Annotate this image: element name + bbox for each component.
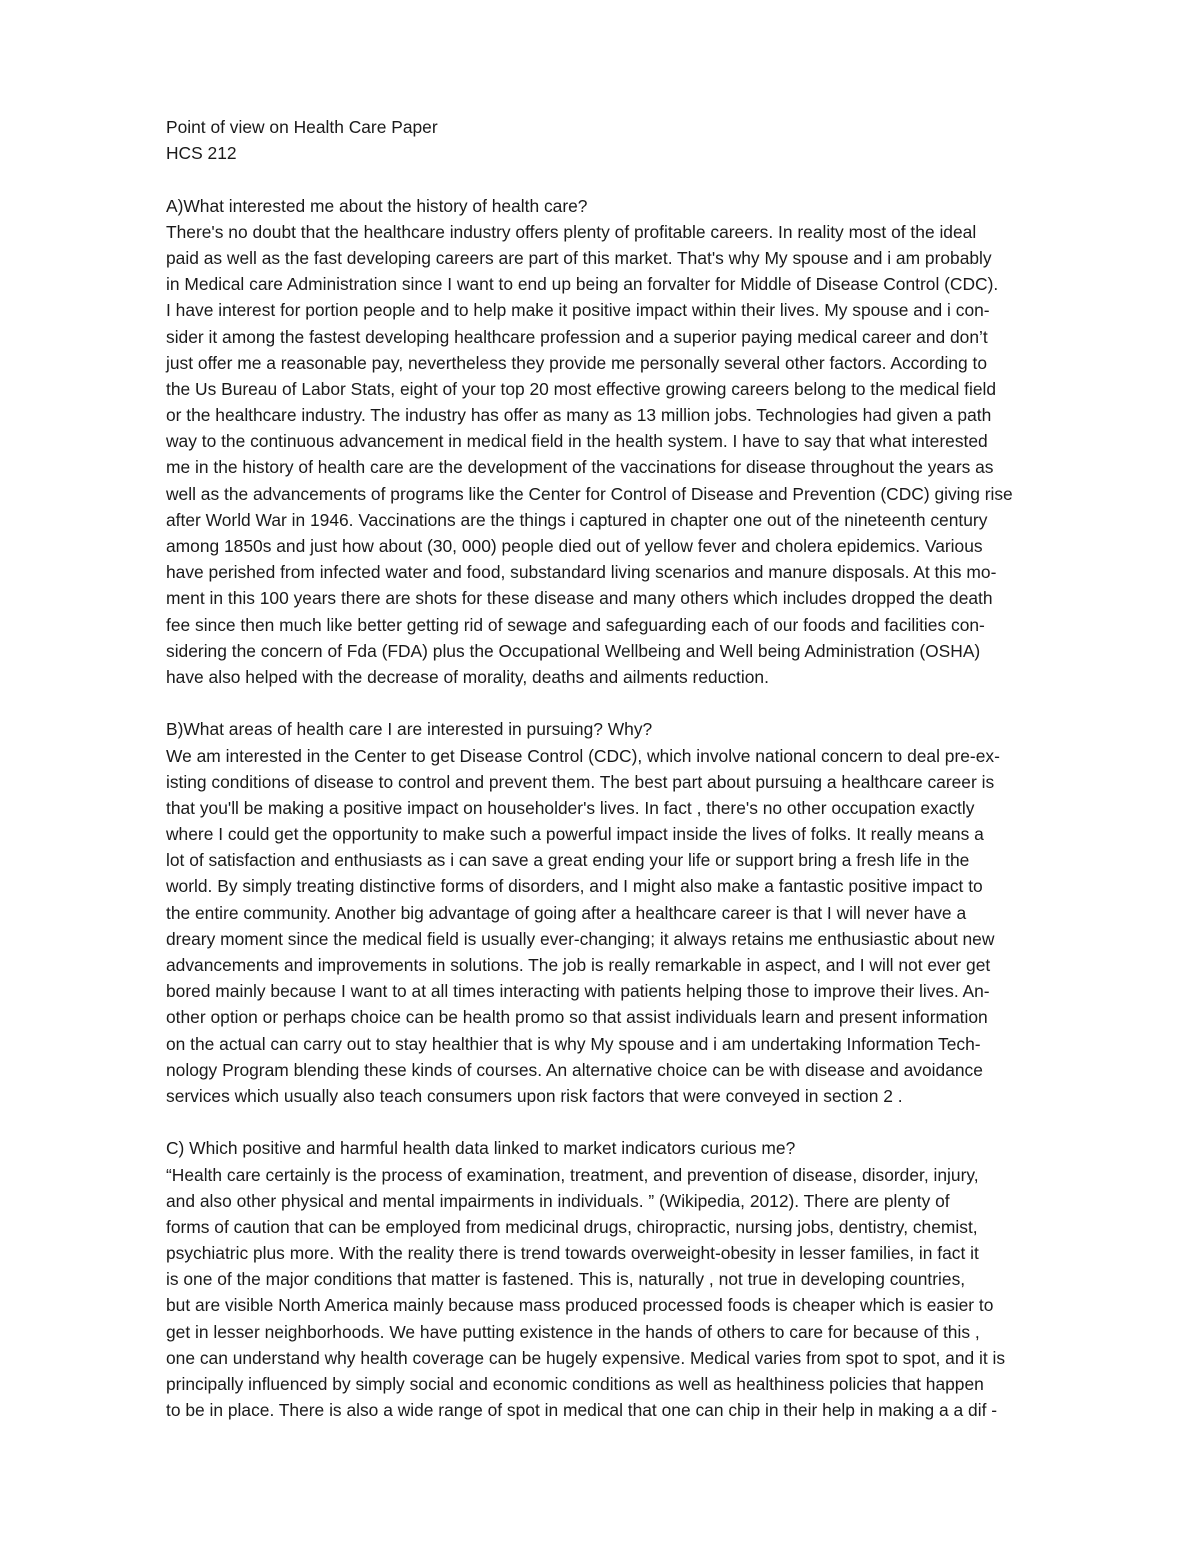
paragraph-line: have perished from infected water and food, substandard living scenarios and manure disposals. At this mo- [166,562,997,583]
spacer [166,690,1126,716]
paragraph-line: get in lesser neighborhoods. We have putting existence in the hands of others to care for because of this , [166,1321,980,1342]
paragraph-line: dreary moment since the medical field is usually ever-changing; it always retains me enthusiastic about new [166,928,995,949]
document-title: Point of view on Health Care Paper [166,117,438,137]
paragraph-line: We am interested in the Center to get Disease Control (CDC), which involve national concern to deal pre-ex- [166,745,1000,766]
paragraph-line: psychiatric plus more. With the reality there is trend towards overweight-obesity in lesser families, in fact it [166,1243,979,1264]
paragraph-line: world. By simply treating distinctive forms of disorders, and I might also make a fantastic positive impact to [166,876,983,897]
section-heading: B)What areas of health care I are interested in pursuing? Why? [166,719,653,740]
paragraph-line: the Us Bureau of Labor Stats, eight of your top 20 most effective growing careers belong to the medical field [166,378,997,399]
paragraph-line: among 1850s and just how about (30, 000) people died out of yellow fever and cholera epidemics. Various [166,536,983,556]
paragraph-line: to be in place. There is also a wide range of spot in medical that one can chip in their help in making a a dif - [166,1400,998,1421]
paragraph-line: paid as well as the fast developing careers are part of this market. That's why My spouse and i am probably [166,247,992,268]
paragraph-line: sidering the concern of Fda (FDA) plus the Occupational Wellbeing and Well being Administration (OSHA) [166,640,981,661]
paragraph-line: way to the continuous advancement in medical field in the health system. I have to say that what interested [166,431,988,452]
paragraph-line: after World War in 1946. Vaccinations are the things i captured in chapter one out of the nineteenth century [166,509,988,530]
paragraph-line: but are visible North America mainly because mass produced processed foods is cheaper which is easier to [166,1295,994,1316]
paragraph-line: sider it among the fastest developing healthcare profession and a superior paying medical career and don’t [166,326,988,347]
paragraph-line: other option or perhaps choice can be health promo so that assist individuals learn and present information [166,1007,988,1028]
section-heading: C) Which positive and harmful health data linked to market indicators curious me? [166,1138,796,1159]
spacer [166,1109,1126,1135]
course-code: HCS 212 [166,143,237,164]
paragraph-line: nology Program blending these kinds of courses. An alternative choice can be with disease and avoidance [166,1059,983,1080]
paragraph-line: There's no doubt that the healthcare industry offers plenty of profitable careers. In reality most of the ideal [166,221,977,242]
paragraph-line: isting conditions of disease to control and prevent them. The best part about pursuing a healthcare career is [166,771,995,792]
section-heading: A)What interested me about the history of health care? [166,195,588,216]
sections-container [166,193,1126,1424]
paragraph-line: and also other physical and mental impairments in individuals. ” (Wikipedia, 2012). There are plenty of [166,1190,950,1211]
paragraph-line: services which usually also teach consumers upon risk factors that were conveyed in section 2 . [166,1085,903,1106]
paragraph-line: the entire community. Another big advantage of going after a healthcare career is that I will never have a [166,902,967,923]
paragraph-line: well as the advancements of programs like the Center for Control of Disease and Prevention (CDC) giving rise [166,483,1013,504]
paragraph-line: is one of the major conditions that matter is fastened. This is, naturally , not true in developing countries, [166,1269,966,1290]
paragraph-line: that you'll be making a positive impact on householder's lives. In fact , there's no other occupation exactly [166,797,975,818]
paragraph-line: where I could get the opportunity to make such a powerful impact inside the lives of folks. It really means a [166,824,984,845]
paragraph-line: forms of caution that can be employed from medicinal drugs, chiropractic, nursing jobs, dentistry, chemist, [166,1216,978,1237]
paragraph-line: me in the history of health care are the development of the vaccinations for disease throughout the years as [166,457,994,478]
spacer [166,166,1126,192]
paragraph-line: I have interest for portion people and to help make it positive impact within their lives. My spouse and i con- [166,300,990,321]
paragraph-line: principally influenced by simply social and economic conditions as well as healthiness policies that happen [166,1374,984,1394]
paragraph-line: on the actual can carry out to stay healthier that is why My spouse and i am undertaking Information Tech- [166,1033,981,1054]
paragraph-line: “Health care certainly is the process of examination, treatment, and prevention of disease, disorder, injury, [166,1164,979,1185]
paragraph-line: have also helped with the decrease of morality, deaths and ailments reduction. [166,666,769,687]
paragraph-line: one can understand why health coverage can be hugely expensive. Medical varies from spot to spot, and it is [166,1347,1006,1368]
paragraph-line: just offer me a reasonable pay, nevertheless they provide me personally several other factors. According to [166,352,988,373]
document-body [166,114,1126,1423]
paragraph-line: lot of satisfaction and enthusiasts as i can save a great ending your life or support bring a fresh life in the [166,850,970,871]
paragraph-line: fee since then much like better getting rid of sewage and safeguarding each of our foods and facilities con- [166,614,985,635]
paragraph-line: in Medical care Administration since I want to end up being an forvalter for Middle of Disease Control (CDC). [166,274,999,295]
paragraph-line: advancements and improvements in solutions. The job is really remarkable in aspect, and I will not ever get [166,955,991,975]
paragraph-line: bored mainly because I want to at all times interacting with patients helping those to improve their lives. An- [166,981,990,1002]
paragraph-line: ment in this 100 years there are shots for these disease and many others which includes dropped the death [166,588,993,609]
paragraph-line: or the healthcare industry. The industry has offer as many as 13 million jobs. Technologies had given a path [166,405,992,426]
